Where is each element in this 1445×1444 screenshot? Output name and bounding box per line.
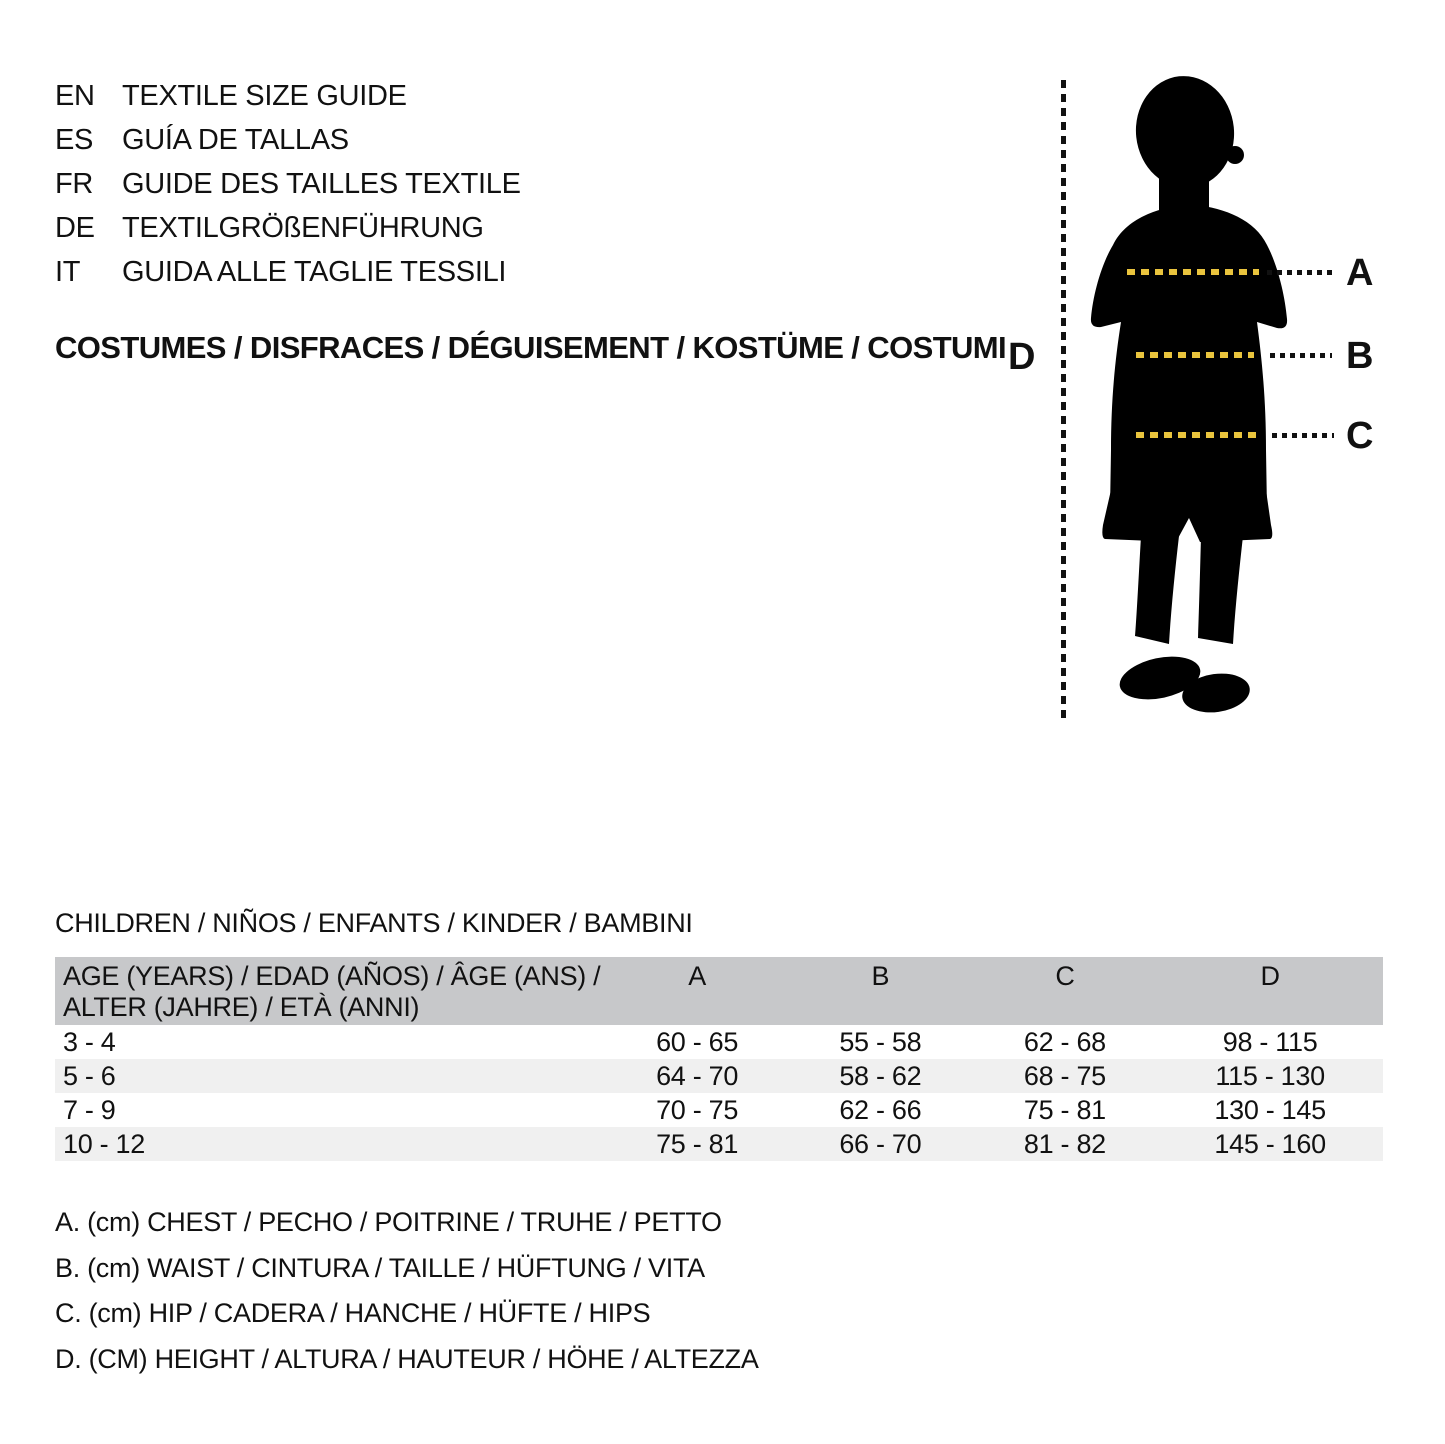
age-cell: 10 - 12 [55, 1127, 606, 1161]
language-title: TEXTILGRÖßENFÜHRUNG [122, 211, 484, 244]
table-row [55, 1093, 1383, 1127]
size-table [55, 957, 1383, 1161]
hip-connector-line [1272, 433, 1334, 438]
language-code: DE [55, 211, 95, 244]
child-silhouette-icon [1085, 70, 1295, 720]
height-range-cell: 130 - 145 [1214, 1094, 1326, 1125]
column-header-c: C [973, 957, 1158, 1025]
hip-range-cell: 81 - 82 [973, 1127, 1158, 1161]
language-row-de [55, 206, 521, 250]
table-header-row [55, 957, 1383, 1025]
chest-range-cell: 70 - 75 [656, 1094, 739, 1125]
hip-range-cell: 75 - 81 [1023, 1094, 1106, 1125]
chest-range-cell: 60 - 65 [656, 1026, 739, 1057]
height-dotted-line [1061, 80, 1066, 718]
measure-label-b: B [1346, 335, 1374, 377]
waist-dash-line [1136, 352, 1254, 358]
age-cell: 5 - 6 [55, 1059, 606, 1093]
language-row-fr [55, 162, 521, 206]
age-cell: 3 - 4 [63, 1026, 116, 1057]
hip-range-cell: 68 - 75 [973, 1059, 1158, 1093]
table-row [55, 1025, 1383, 1059]
language-title: GUIDE DES TAILLES TEXTILE [122, 167, 521, 200]
column-header-b: B [788, 957, 973, 1025]
waist-range-cell: 66 - 70 [788, 1127, 973, 1161]
waist-range-cell: 55 - 58 [839, 1026, 922, 1057]
section-title-children: CHILDREN / NIÑOS / ENFANTS / KINDER / BAMBINI [55, 908, 693, 938]
measure-label-c: C [1346, 415, 1374, 457]
language-title: GUIDA ALLE TAGLIE TESSILI [122, 255, 507, 288]
hip-range-cell: 62 - 68 [1023, 1026, 1106, 1057]
language-title: GUÍA DE TALLAS [122, 123, 349, 156]
column-header-d: D [1157, 957, 1383, 1025]
waist-range-cell: 62 - 66 [839, 1094, 922, 1125]
category-title: COSTUMES / DISFRACES / DÉGUISEMENT / KOSTÜME / COSTUMI [55, 330, 1007, 365]
language-title: TEXTILE SIZE GUIDE [122, 79, 407, 112]
height-range-cell: 98 - 115 [1222, 1026, 1318, 1057]
chest-range-cell: 75 - 81 [606, 1127, 788, 1161]
column-header-a: A [606, 957, 788, 1025]
waist-connector-line [1270, 353, 1332, 358]
hip-dash-line [1136, 432, 1258, 438]
language-row-es [55, 118, 521, 162]
age-column-header [55, 957, 606, 1025]
height-range-cell: 145 - 160 [1157, 1127, 1383, 1161]
waist-range-cell: 58 - 62 [788, 1059, 973, 1093]
chest-connector-line [1267, 270, 1333, 275]
table-row [55, 1059, 1383, 1093]
legend-waist: B. (cm) WAIST / CINTURA / TAILLE / HÜFTUNG / VITA [55, 1252, 705, 1283]
age-header-line2: ALTER (JAHRE) / ETÀ (ANNI) [63, 992, 420, 1022]
measurement-legend [55, 1200, 759, 1382]
chest-dash-line [1127, 269, 1259, 275]
language-code: EN [55, 79, 95, 112]
measure-label-a: A [1346, 252, 1374, 294]
chest-range-cell: 64 - 70 [606, 1059, 788, 1093]
language-row-en [55, 74, 521, 118]
language-code: ES [55, 123, 94, 156]
language-row-it [55, 250, 521, 294]
legend-hip: C. (cm) HIP / CADERA / HANCHE / HÜFTE / HIPS [55, 1298, 651, 1329]
language-code: FR [55, 167, 94, 200]
table-row [55, 1127, 1383, 1161]
language-list [55, 74, 521, 294]
legend-chest: A. (cm) CHEST / PECHO / POITRINE / TRUHE / PETTO [55, 1207, 722, 1238]
language-code: IT [55, 255, 81, 288]
age-header-line1: AGE (YEARS) / EDAD (AÑOS) / ÂGE (ANS) / [63, 961, 601, 991]
legend-height: D. (CM) HEIGHT / ALTURA / HAUTEUR / HÖHE / ALTEZZA [55, 1343, 759, 1374]
height-range-cell: 115 - 130 [1157, 1059, 1383, 1093]
age-cell: 7 - 9 [63, 1094, 116, 1125]
measure-label-d: D [1008, 336, 1036, 378]
